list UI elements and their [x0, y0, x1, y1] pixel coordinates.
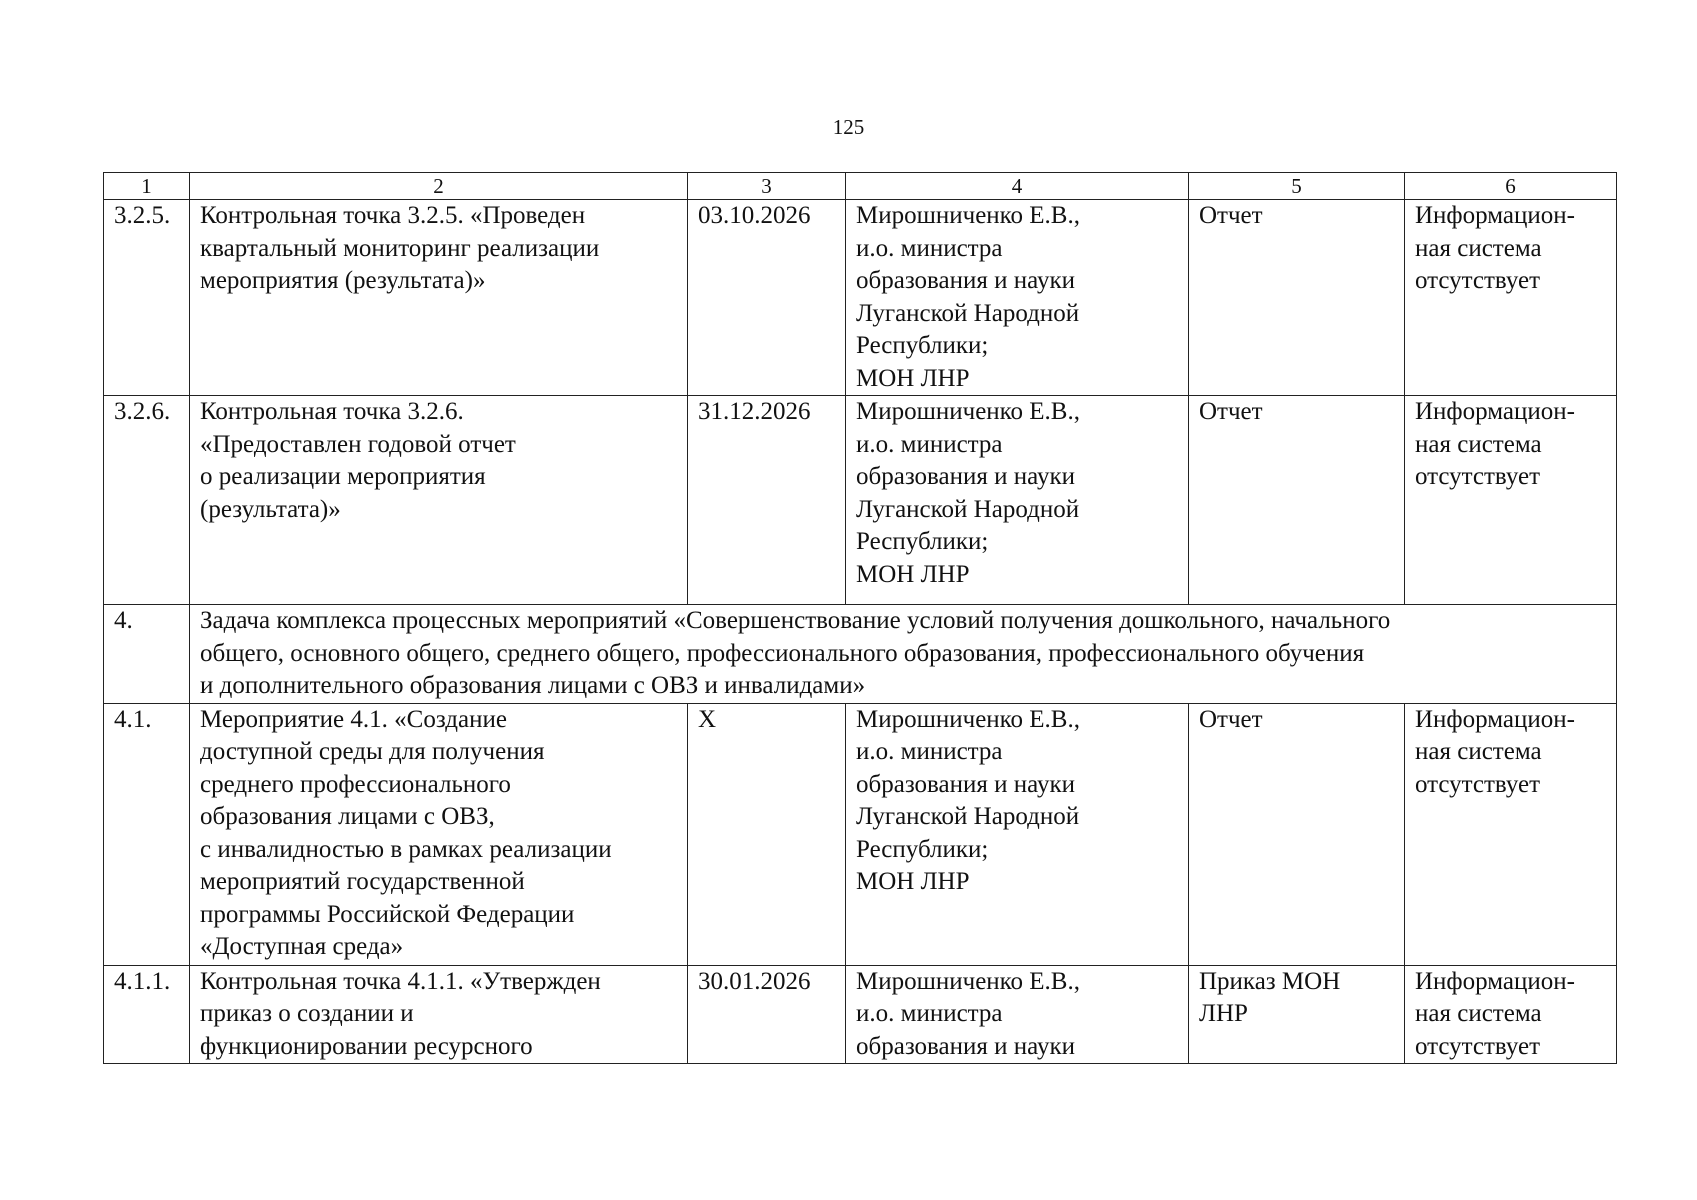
row-responsible: Мирошниченко Е.В., и.о. министра образования и науки Луганской Народной Республики; МОН ЛНР [846, 703, 1189, 965]
row-date: 31.12.2026 [688, 396, 846, 605]
task-row [104, 605, 1617, 704]
column-header-4: 4 [846, 173, 1189, 200]
table-row [104, 200, 1617, 396]
row-responsible: Мирошниченко Е.В., и.о. министра образования и науки [846, 965, 1189, 1064]
row-name: Контрольная точка 4.1.1. «Утвержден приказ о создании и функционировании ресурсного [190, 965, 688, 1064]
row-date: 03.10.2026 [688, 200, 846, 396]
row-responsible: Мирошниченко Е.В., и.о. министра образования и науки Луганской Народной Республики; МОН ЛНР [846, 396, 1189, 605]
row-name: Контрольная точка 3.2.6. «Предоставлен годовой отчет о реализации мероприятия (результата)» [190, 396, 688, 605]
row-document: Отчет [1189, 396, 1405, 605]
task-description: Задача комплекса процессных мероприятий «Совершенствование условий получения дошкольного, начального общего, основного общего, среднего общего, профессионального образования, профессионального обучения и дополнительного образования лицами с ОВЗ и инвалидами» [190, 605, 1617, 704]
row-info-system: Информацион- ная система отсутствует [1405, 965, 1617, 1064]
column-header-3: 3 [688, 173, 846, 200]
table-header-row [104, 173, 1617, 200]
table-row [104, 703, 1617, 965]
row-number: 4.1.1. [104, 965, 190, 1064]
row-number: 4. [104, 605, 190, 704]
column-header-5: 5 [1189, 173, 1405, 200]
row-responsible: Мирошниченко Е.В., и.о. министра образования и науки Луганской Народной Республики; МОН ЛНР [846, 200, 1189, 396]
row-document: Отчет [1189, 200, 1405, 396]
page-number: 125 [832, 115, 865, 139]
row-document: Отчет [1189, 703, 1405, 965]
row-document: Приказ МОН ЛНР [1189, 965, 1405, 1064]
column-header-2: 2 [190, 173, 688, 200]
table-row [104, 965, 1617, 1064]
measures-table [103, 172, 1617, 1064]
row-number: 3.2.5. [104, 200, 190, 396]
column-header-1: 1 [104, 173, 190, 200]
row-info-system: Информацион- ная система отсутствует [1405, 703, 1617, 965]
column-header-6: 6 [1405, 173, 1617, 200]
row-name: Контрольная точка 3.2.5. «Проведен квартальный мониторинг реализации мероприятия (результата)» [190, 200, 688, 396]
row-name: Мероприятие 4.1. «Создание доступной среды для получения среднего профессионального образования лицами с ОВЗ, с инвалидностью в рамках реализации мероприятий государственной программы Российской Федерации «Доступная среда» [190, 703, 688, 965]
row-number: 4.1. [104, 703, 190, 965]
table-row [104, 396, 1617, 605]
row-info-system: Информацион- ная система отсутствует [1405, 396, 1617, 605]
row-info-system: Информацион- ная система отсутствует [1405, 200, 1617, 396]
row-date: Х [688, 703, 846, 965]
row-date: 30.01.2026 [688, 965, 846, 1064]
row-number: 3.2.6. [104, 396, 190, 605]
